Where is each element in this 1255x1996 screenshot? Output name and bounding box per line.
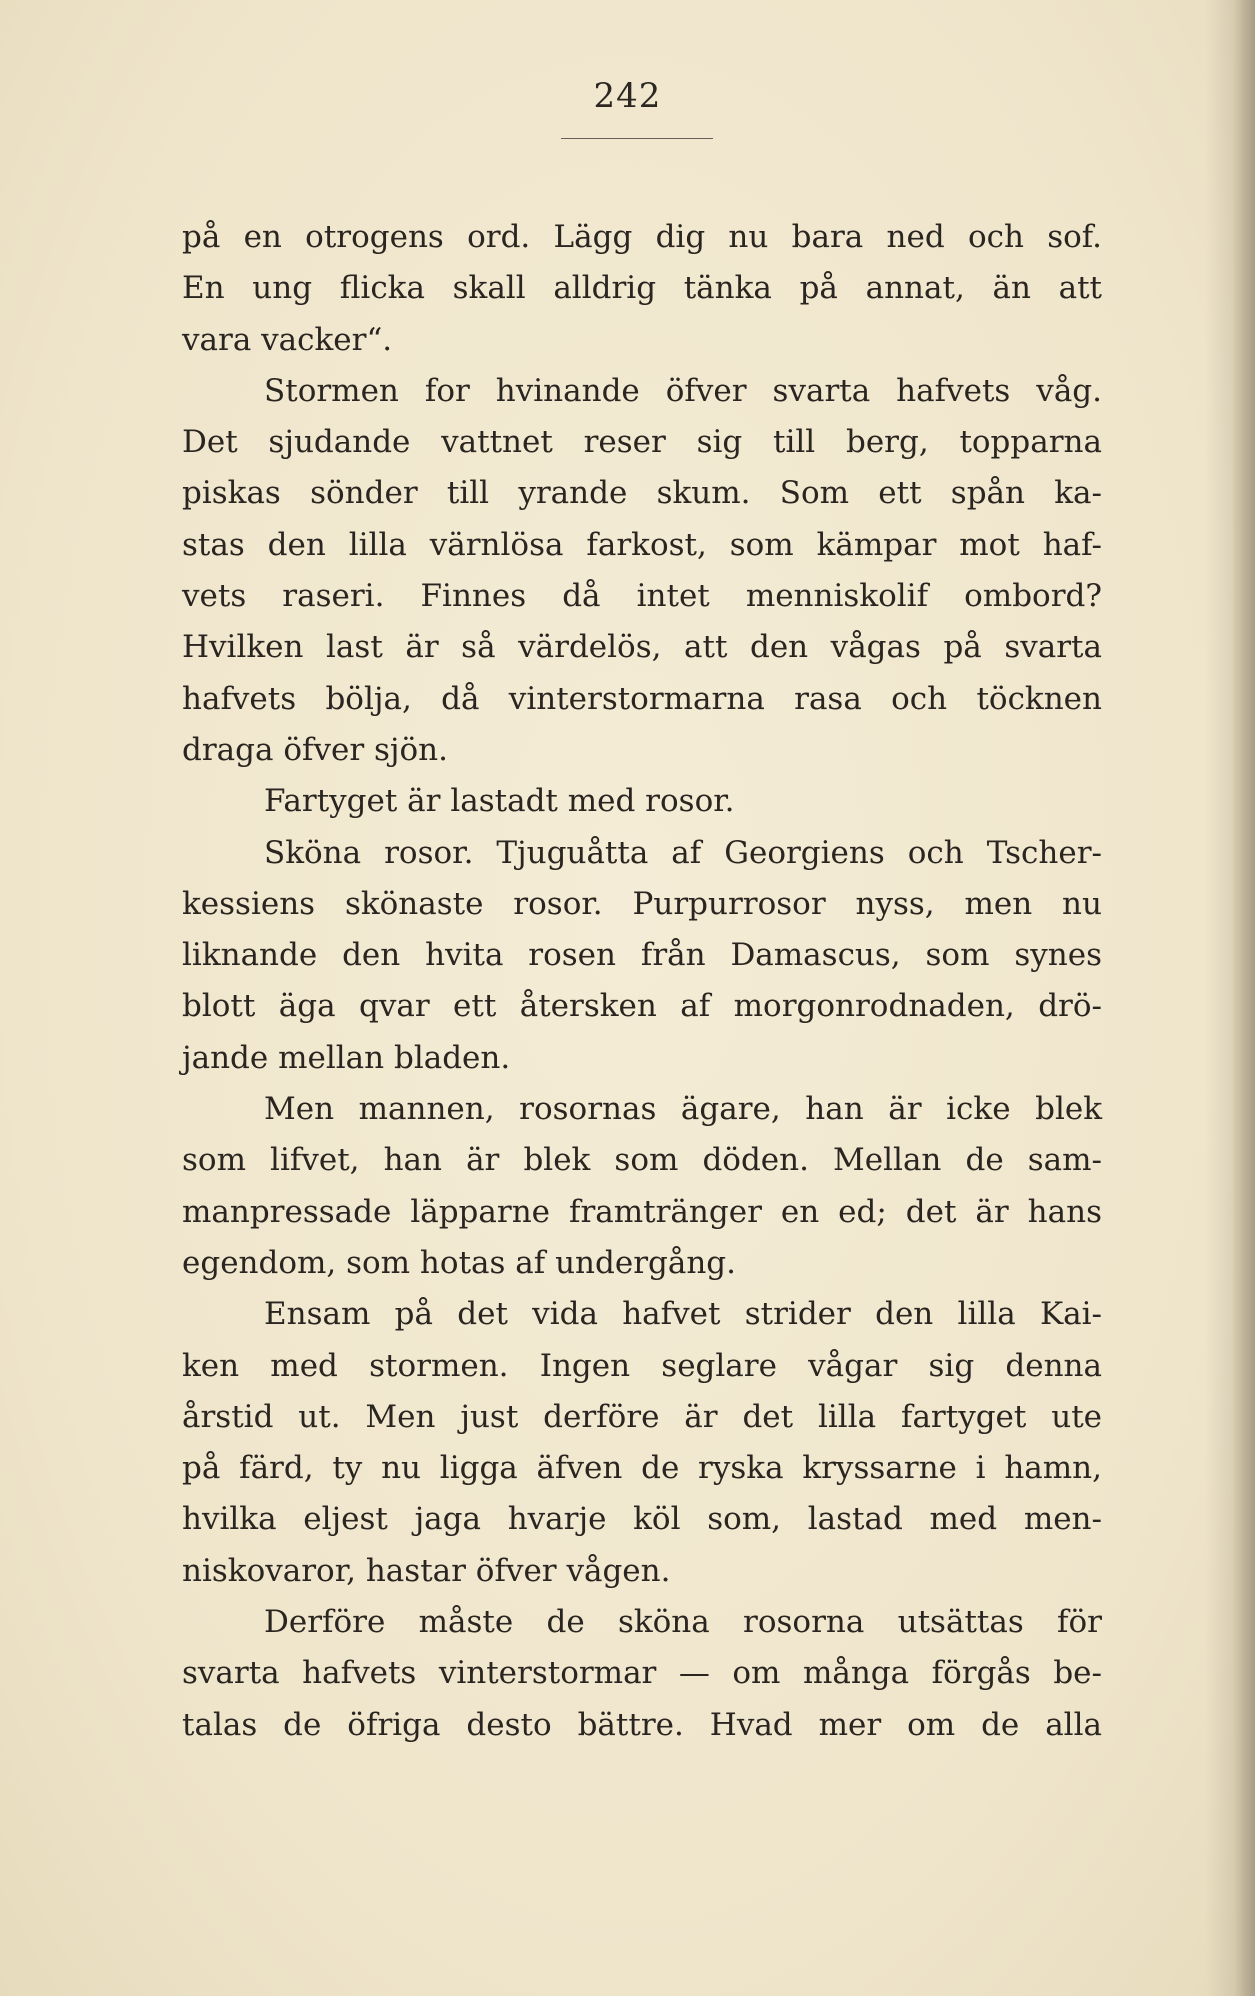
text-line: manpressade läpparne framtränger en ed; det är hans [182,1193,1102,1230]
text-line: talas de öfriga desto bättre. Hvad mer om de alla [182,1706,1102,1743]
text-line: Det sjudande vattnet reser sig till berg, topparna [182,424,1102,461]
text-line: vets raseri. Finnes då intet menniskolif ombord? [182,578,1102,615]
text-line: Stormen for hvinande öfver svarta hafvets våg. [264,372,1102,409]
body-text [182,212,1102,1751]
page-number: 242 [593,76,662,116]
text-line: kessiens skönaste rosor. Purpurrosor nyss, men nu [182,885,1102,922]
text-line: årstid ut. Men just derföre är det lilla fartyget ute [182,1398,1102,1435]
text-line: stas den lilla värnlösa farkost, som kämpar mot haf- [182,526,1102,563]
text-line: blott äga qvar ett återsken af morgonrodnaden, drö- [182,988,1102,1025]
text-line: hvilka eljest jaga hvarje köl som, lastad med men- [182,1501,1102,1538]
text-line: Hvilken last är så värdelös, att den vågas på svarta [182,629,1102,666]
text-line: Sköna rosor. Tjuguåtta af Georgiens och Tscher- [264,834,1102,871]
text-line: draga öfver sjön. [182,731,448,768]
text-line: jande mellan bladen. [182,1039,511,1076]
text-line: Ensam på det vida hafvet strider den lilla Kai- [264,1296,1102,1333]
text-line: ken med stormen. Ingen seglare vågar sig denna [182,1347,1102,1384]
text-line: egendom, som hotas af undergång. [182,1244,737,1281]
text-line: En ung flicka skall alldrig tänka på annat, än att [182,270,1102,307]
text-line: Fartyget är lastadt med rosor. [264,783,735,820]
text-line: på färd, ty nu ligga äfven de ryska kryssarne i hamn, [182,1450,1102,1487]
text-line: liknande den hvita rosen från Damascus, som synes [182,937,1102,974]
text-line: Men mannen, rosornas ägare, han är icke blek [264,1091,1102,1128]
text-line: svarta hafvets vinterstormar — om många förgås be- [182,1655,1102,1692]
text-line: vara vacker“. [182,321,393,358]
text-line: på en otrogens ord. Lägg dig nu bara ned och sof. [182,219,1102,255]
text-line: Derföre måste de sköna rosorna utsättas för [264,1604,1102,1641]
text-line: som lifvet, han är blek som döden. Mellan de sam- [182,1142,1102,1179]
text-line: hafvets bölja, då vinterstormarna rasa och töcknen [182,680,1102,717]
header-rule [561,138,713,139]
text-line: niskovaror, hastar öfver vågen. [182,1552,671,1589]
text-line: piskas sönder till yrande skum. Som ett spån ka- [182,475,1102,512]
page-edge-shadow [1233,0,1255,1996]
